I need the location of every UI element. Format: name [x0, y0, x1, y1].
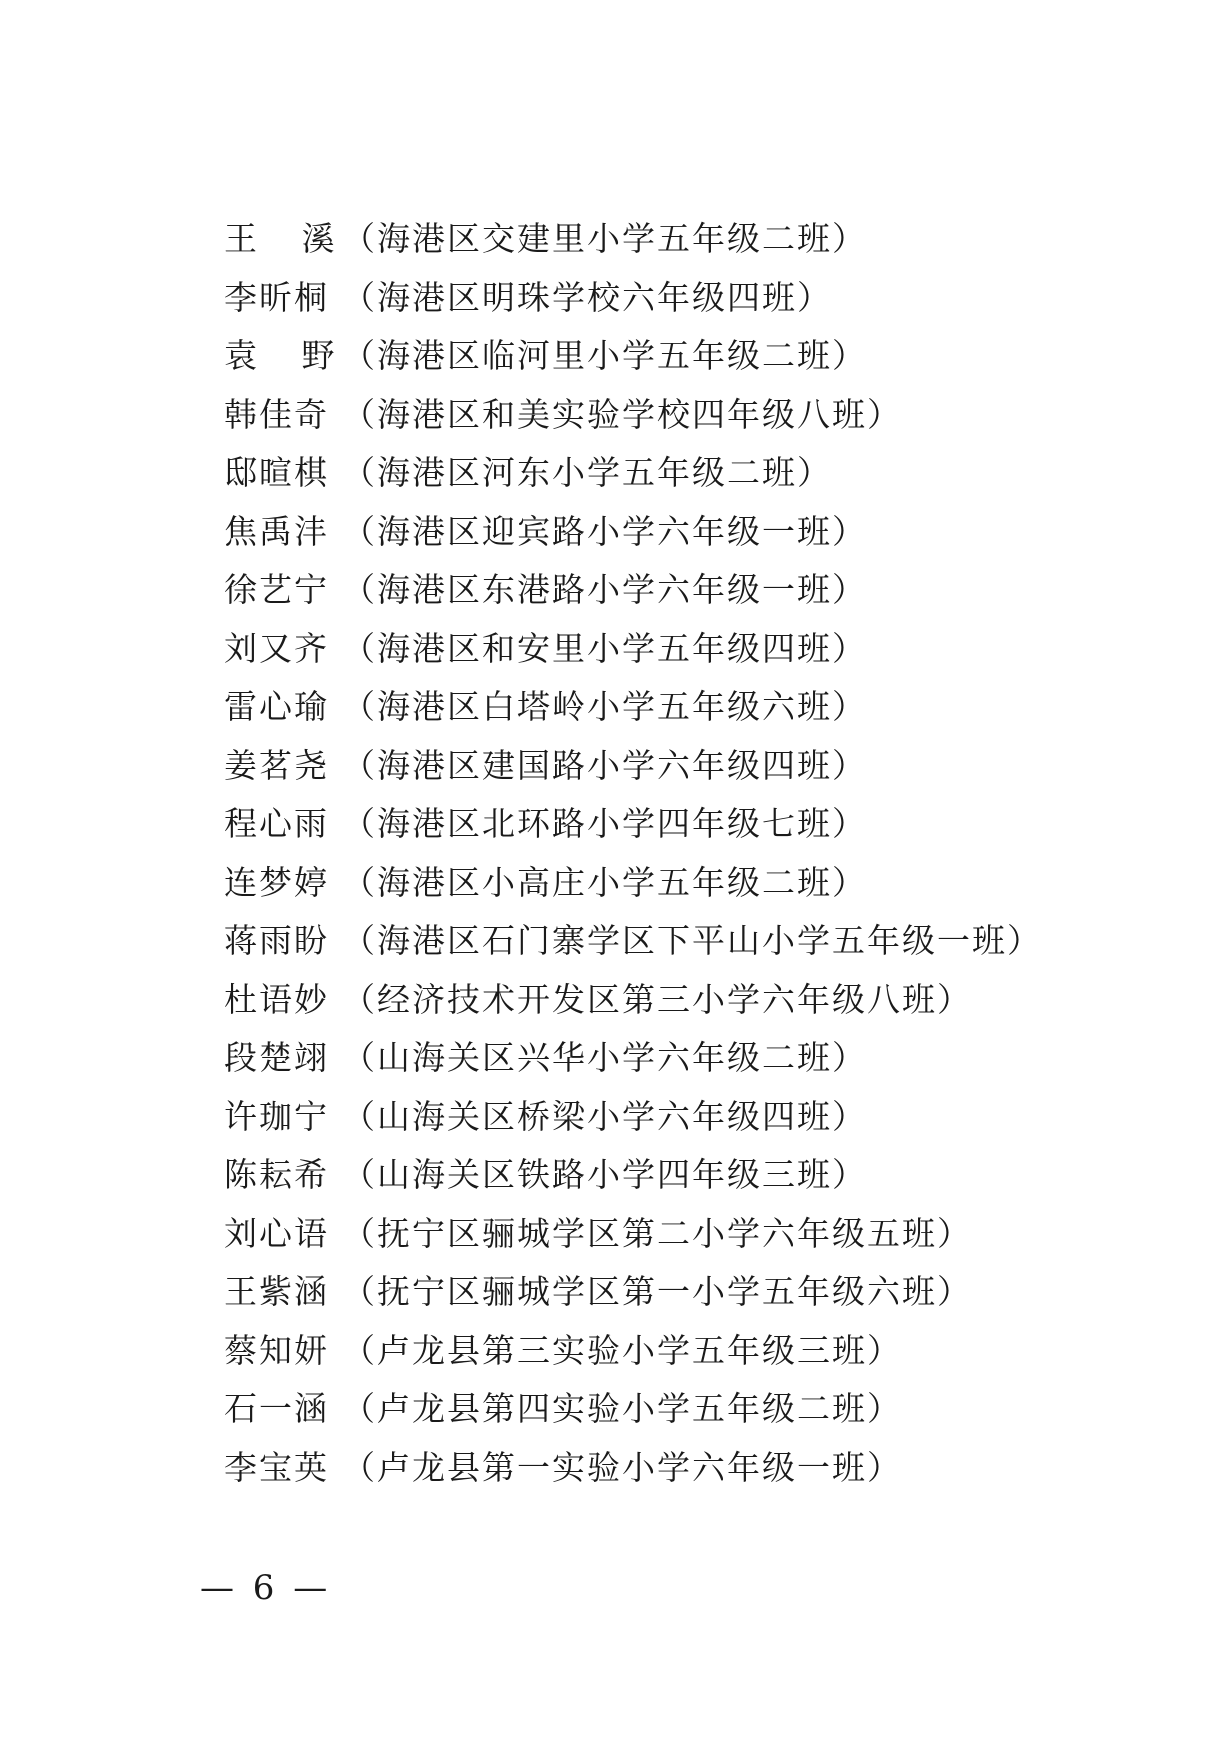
student-name: 许珈宁: [224, 1096, 329, 1136]
student-name: 程心雨: [224, 804, 329, 843]
student-name: 蔡知妍: [224, 1330, 329, 1370]
student-name: 姜茗尧: [224, 745, 329, 785]
list-item: [224, 1088, 1184, 1147]
student-school: （卢龙县第三实验小学五年级三班）: [342, 1330, 902, 1370]
list-item: [224, 795, 1184, 854]
list-item: [224, 971, 1184, 1030]
honor-list: [224, 210, 1184, 1497]
student-school: （海港区石门寨学区下平山小学五年级一班）: [342, 921, 1042, 960]
list-item: [224, 327, 1184, 386]
list-item: [224, 1146, 1184, 1205]
student-school: （海港区迎宾路小学六年级一班）: [342, 511, 867, 551]
student-school: （海港区北环路小学四年级七班）: [342, 804, 867, 843]
student-name: 李宝英: [224, 1447, 329, 1487]
student-school: （经济技术开发区第三小学六年级八班）: [342, 979, 972, 1019]
student-name: 刘心语: [224, 1213, 329, 1253]
list-item: [224, 678, 1184, 737]
student-school: （抚宁区骊城学区第一小学五年级六班）: [342, 1272, 972, 1311]
student-name: 石一涵: [224, 1389, 329, 1428]
student-name: 邸暄棋: [224, 453, 329, 492]
page-number: — 6 —: [200, 1568, 332, 1608]
list-item: [224, 912, 1184, 971]
student-school: （山海关区桥梁小学六年级四班）: [342, 1096, 867, 1136]
student-school: （海港区河东小学五年级二班）: [342, 453, 832, 492]
list-item: [224, 1263, 1184, 1322]
list-item: [224, 1322, 1184, 1381]
student-name: 雷心瑜: [224, 687, 329, 726]
list-item: [224, 854, 1184, 913]
student-name: 王紫涵: [224, 1272, 329, 1311]
list-item: [224, 503, 1184, 562]
student-school: （海港区交建里小学五年级二班）: [342, 219, 867, 258]
student-name: 刘又齐: [224, 628, 329, 668]
list-item: [224, 737, 1184, 796]
student-name: 焦禹沣: [224, 511, 329, 551]
student-school: （海港区建国路小学六年级四班）: [342, 745, 867, 785]
student-name: 蒋雨盼: [224, 921, 329, 960]
student-name: 杜语妙: [224, 979, 329, 1019]
list-item: [224, 210, 1184, 269]
student-school: （山海关区兴华小学六年级二班）: [342, 1038, 867, 1077]
student-name: 袁野: [224, 336, 380, 375]
student-school: （海港区明珠学校六年级四班）: [342, 277, 832, 317]
list-item: [224, 1205, 1184, 1264]
student-school: （海港区白塔岭小学五年级六班）: [342, 687, 867, 726]
student-school: （海港区和安里小学五年级四班）: [342, 628, 867, 668]
list-item: [224, 444, 1184, 503]
student-school: （海港区临河里小学五年级二班）: [342, 336, 867, 375]
student-school: （海港区小高庄小学五年级二班）: [342, 862, 867, 902]
student-name: 韩佳奇: [224, 394, 329, 434]
student-school: （卢龙县第四实验小学五年级二班）: [342, 1389, 902, 1428]
student-name: 段楚翊: [224, 1038, 329, 1077]
student-school: （抚宁区骊城学区第二小学六年级五班）: [342, 1213, 972, 1253]
student-name: 徐艺宁: [224, 570, 329, 609]
list-item: [224, 561, 1184, 620]
list-item: [224, 269, 1184, 328]
student-name: 连梦婷: [224, 862, 329, 902]
student-name: 王溪: [224, 219, 380, 258]
student-name: 李昕桐: [224, 277, 329, 317]
student-school: （山海关区铁路小学四年级三班）: [342, 1155, 867, 1194]
list-item: [224, 1380, 1184, 1439]
list-item: [224, 620, 1184, 679]
student-name: 陈耘希: [224, 1155, 329, 1194]
student-school: （海港区和美实验学校四年级八班）: [342, 394, 902, 434]
list-item: [224, 1439, 1184, 1498]
list-item: [224, 1029, 1184, 1088]
student-school: （海港区东港路小学六年级一班）: [342, 570, 867, 609]
student-school: （卢龙县第一实验小学六年级一班）: [342, 1447, 902, 1487]
list-item: [224, 386, 1184, 445]
